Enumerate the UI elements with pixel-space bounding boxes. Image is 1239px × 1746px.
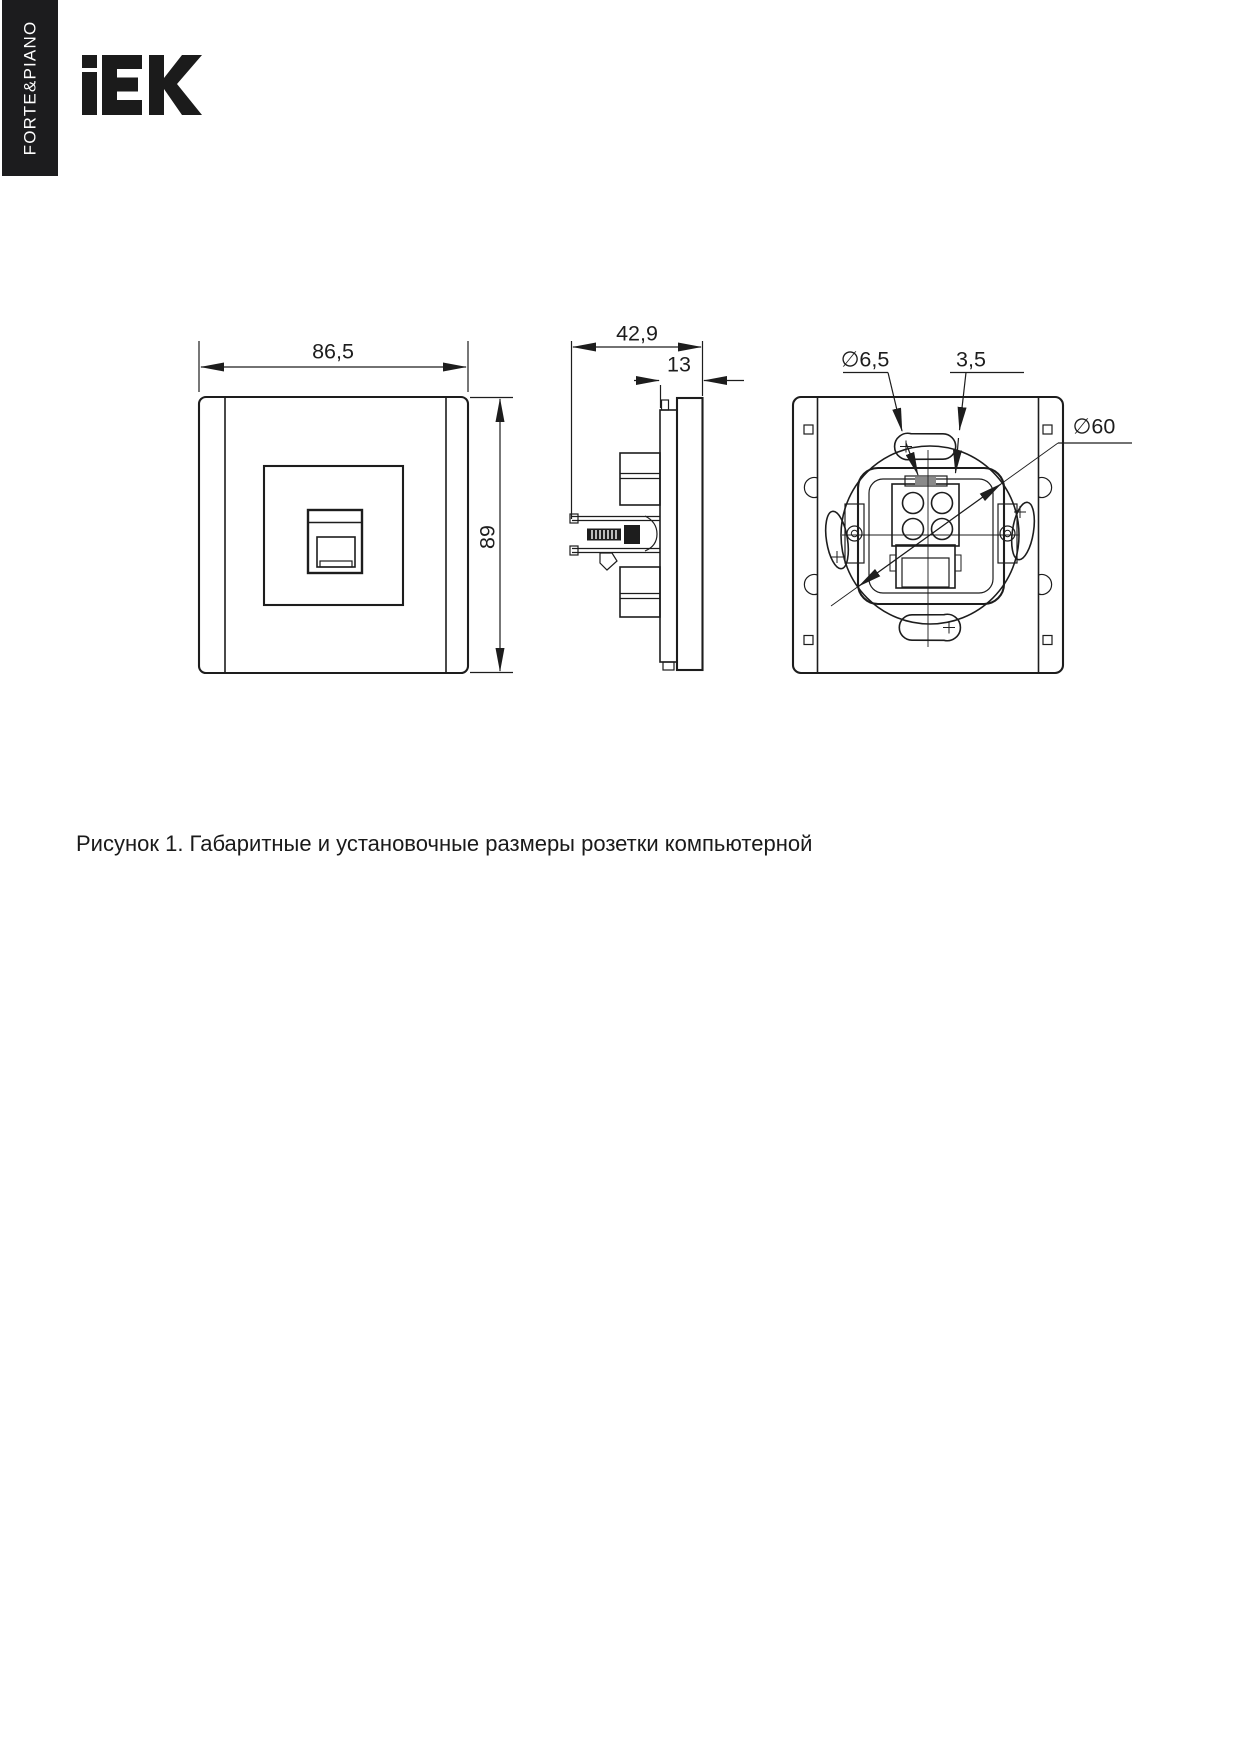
brand-sidebar-label: FORTE&PIANO (20, 20, 39, 156)
dim-front-height: 89 (475, 525, 500, 549)
dim-front-width: 86,5 (312, 339, 354, 364)
dim-mount-hole-diameter: ∅6,5 (840, 347, 890, 372)
figure-caption: Рисунок 1. Габаритные и установочные размеры розетки компьютерной (76, 831, 813, 856)
dim-side-depth: 42,9 (616, 321, 658, 346)
side-view (570, 341, 744, 670)
dim-cover-offset: 13 (667, 352, 691, 377)
dim-box-diameter: ∅60 (1072, 414, 1116, 439)
front-view (199, 341, 513, 673)
dim-slot-width: 3,5 (956, 347, 986, 372)
